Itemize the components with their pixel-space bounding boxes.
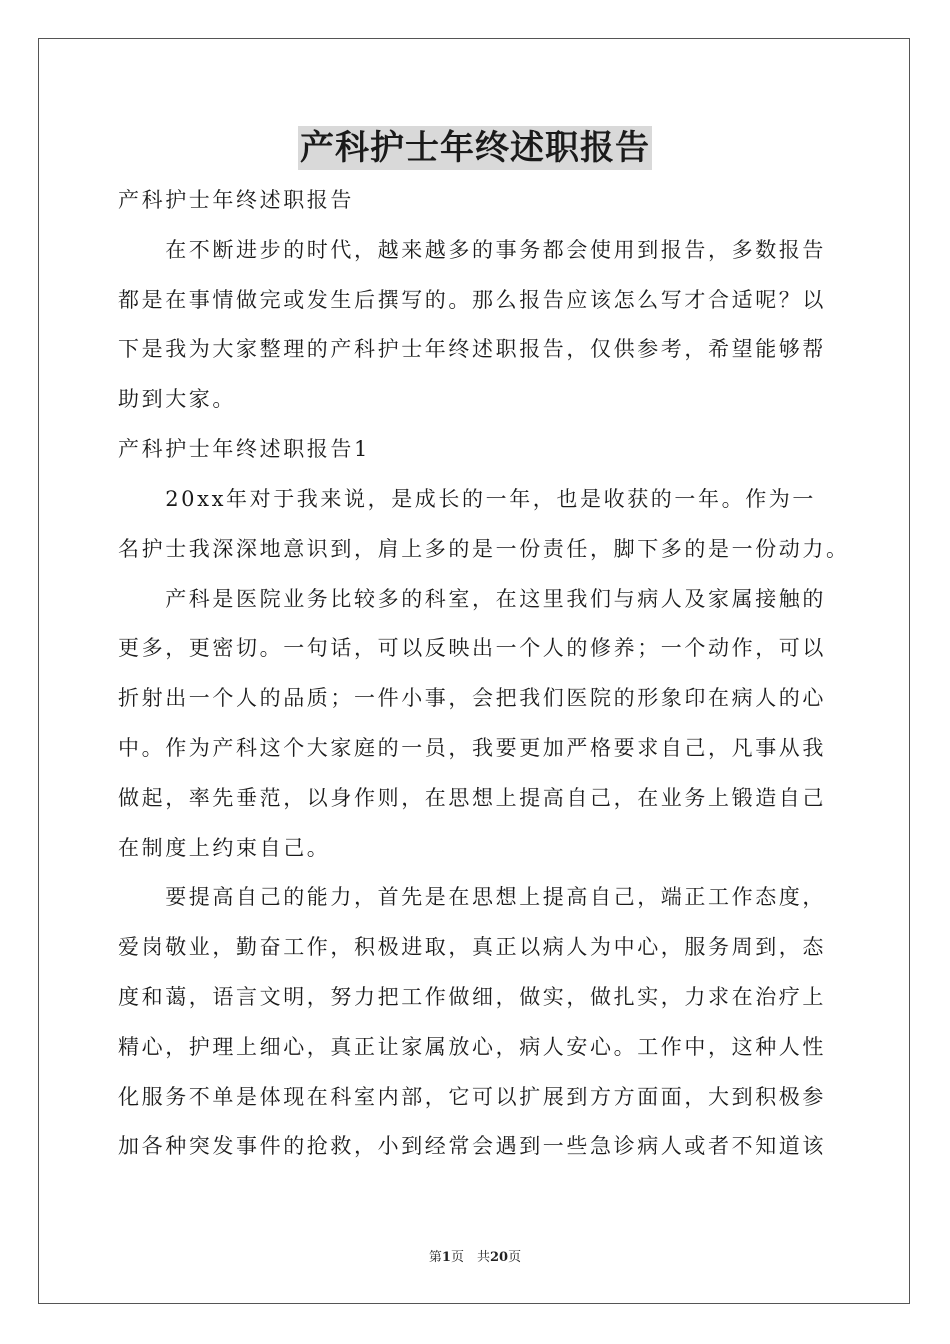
body-line: 在制度上约束自己。 bbox=[118, 836, 331, 860]
body-line: 都是在事情做完或发生后撰写的。那么报告应该怎么写才合适呢？以 bbox=[118, 288, 826, 312]
body-line: 中。作为产科这个大家庭的一员，我要更加严格要求自己，凡事从我 bbox=[118, 736, 826, 760]
body-line: 在不断进步的时代，越来越多的事务都会使用到报告，多数报告 bbox=[118, 238, 826, 262]
document-title bbox=[0, 126, 950, 170]
page-total: 20 bbox=[489, 1250, 509, 1265]
page-prefix: 第 bbox=[428, 1250, 442, 1265]
document-title-text: 产科护士年终述职报告 bbox=[300, 128, 650, 168]
subtitle-line: 产科护士年终述职报告 bbox=[118, 188, 354, 212]
page-mid: 页 共 bbox=[450, 1250, 490, 1265]
body-line: 20xx年对于我来说，是成长的一年，也是收获的一年。作为一 bbox=[118, 487, 817, 511]
section-heading: 产科护士年终述职报告1 bbox=[118, 437, 370, 461]
body-line: 化服务不单是体现在科室内部，它可以扩展到方方面面，大到积极参 bbox=[118, 1085, 826, 1109]
page-border bbox=[38, 38, 910, 1304]
body-line: 更多，更密切。一句话，可以反映出一个人的修养；一个动作，可以 bbox=[118, 636, 826, 660]
body-line: 产科是医院业务比较多的科室，在这里我们与病人及家属接触的 bbox=[118, 587, 826, 611]
body-line: 度和蔼，语言文明，努力把工作做细，做实，做扎实，力求在治疗上 bbox=[118, 985, 826, 1009]
body-line: 名护士我深深地意识到，肩上多的是一份责任，脚下多的是一份动力。 bbox=[118, 537, 850, 561]
body-line: 加各种突发事件的抢救，小到经常会遇到一些急诊病人或者不知道该 bbox=[118, 1134, 826, 1158]
body-line: 要提高自己的能力，首先是在思想上提高自己，端正工作态度， bbox=[118, 885, 826, 909]
body-line: 精心，护理上细心，真正让家属放心，病人安心。工作中，这种人性 bbox=[118, 1035, 826, 1059]
body-line: 折射出一个人的品质；一件小事，会把我们医院的形象印在病人的心 bbox=[118, 686, 826, 710]
body-line: 下是我为大家整理的产科护士年终述职报告，仅供参考，希望能够帮 bbox=[118, 337, 826, 361]
page-footer bbox=[0, 1250, 950, 1266]
body-line: 爱岗敬业，勤奋工作，积极进取，真正以病人为中心，服务周到，态 bbox=[118, 935, 826, 959]
page-current: 1 bbox=[441, 1250, 451, 1265]
body-line: 做起，率先垂范，以身作则，在思想上提高自己，在业务上锻造自己 bbox=[118, 786, 826, 810]
page-suffix: 页 bbox=[508, 1250, 522, 1265]
body-line: 助到大家。 bbox=[118, 387, 236, 411]
